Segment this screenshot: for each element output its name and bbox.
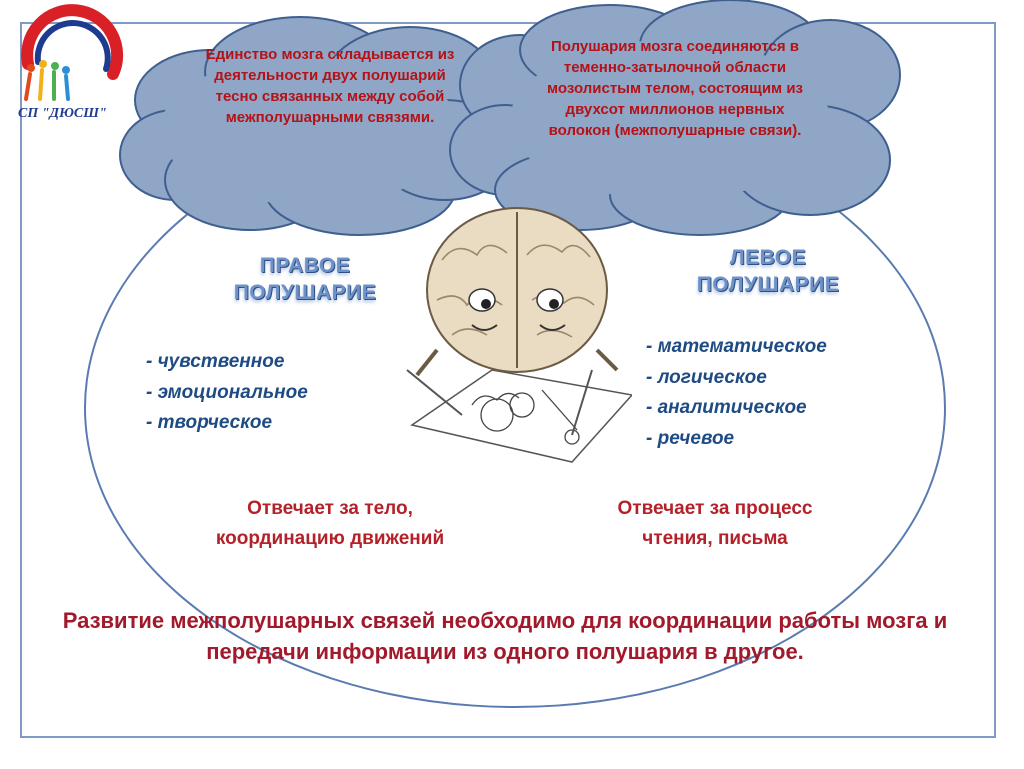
list-item: - математическое [646,336,827,357]
list-item: - логическое [646,366,767,388]
left-hemisphere-traits [646,332,827,454]
list-item: - аналитическое [646,397,807,418]
cloud-left-text: Единство мозга складывается из деятельности двух полушарий тесно связанных между собой межполушарными связями. [205,46,455,126]
right-hemisphere-traits [146,347,308,439]
left-hemisphere-responsibility: Отвечает за процесс чтения, письма [617,498,813,549]
cloud-right-text: Полушария мозга соединяются в теменно-затылочной области мозолистым телом, состоящим из двухсот миллионов нервных волокон (межполушарные связи). [547,38,803,139]
right-hemisphere-title: ПРАВОЕ ПОЛУШАРИЕ [233,254,377,304]
right-hemisphere-responsibility: Отвечает за тело, координацию движений [215,498,445,549]
list-item: - чувственное [146,351,285,372]
list-item: - эмоциональное [146,381,308,403]
list-item: - творческое [146,412,273,433]
cartoon-brain-drawing [402,200,632,470]
logo-text: СП "ДЮСШ" [18,106,107,121]
conclusion-text: Развитие межполушарных связей необходимо для координации работы мозга и передачи информации из одного полушария в другое. [62,608,948,664]
list-item: - речевое [646,427,735,449]
left-hemisphere-title: ЛЕВОЕ ПОЛУШАРИЕ [696,246,840,296]
